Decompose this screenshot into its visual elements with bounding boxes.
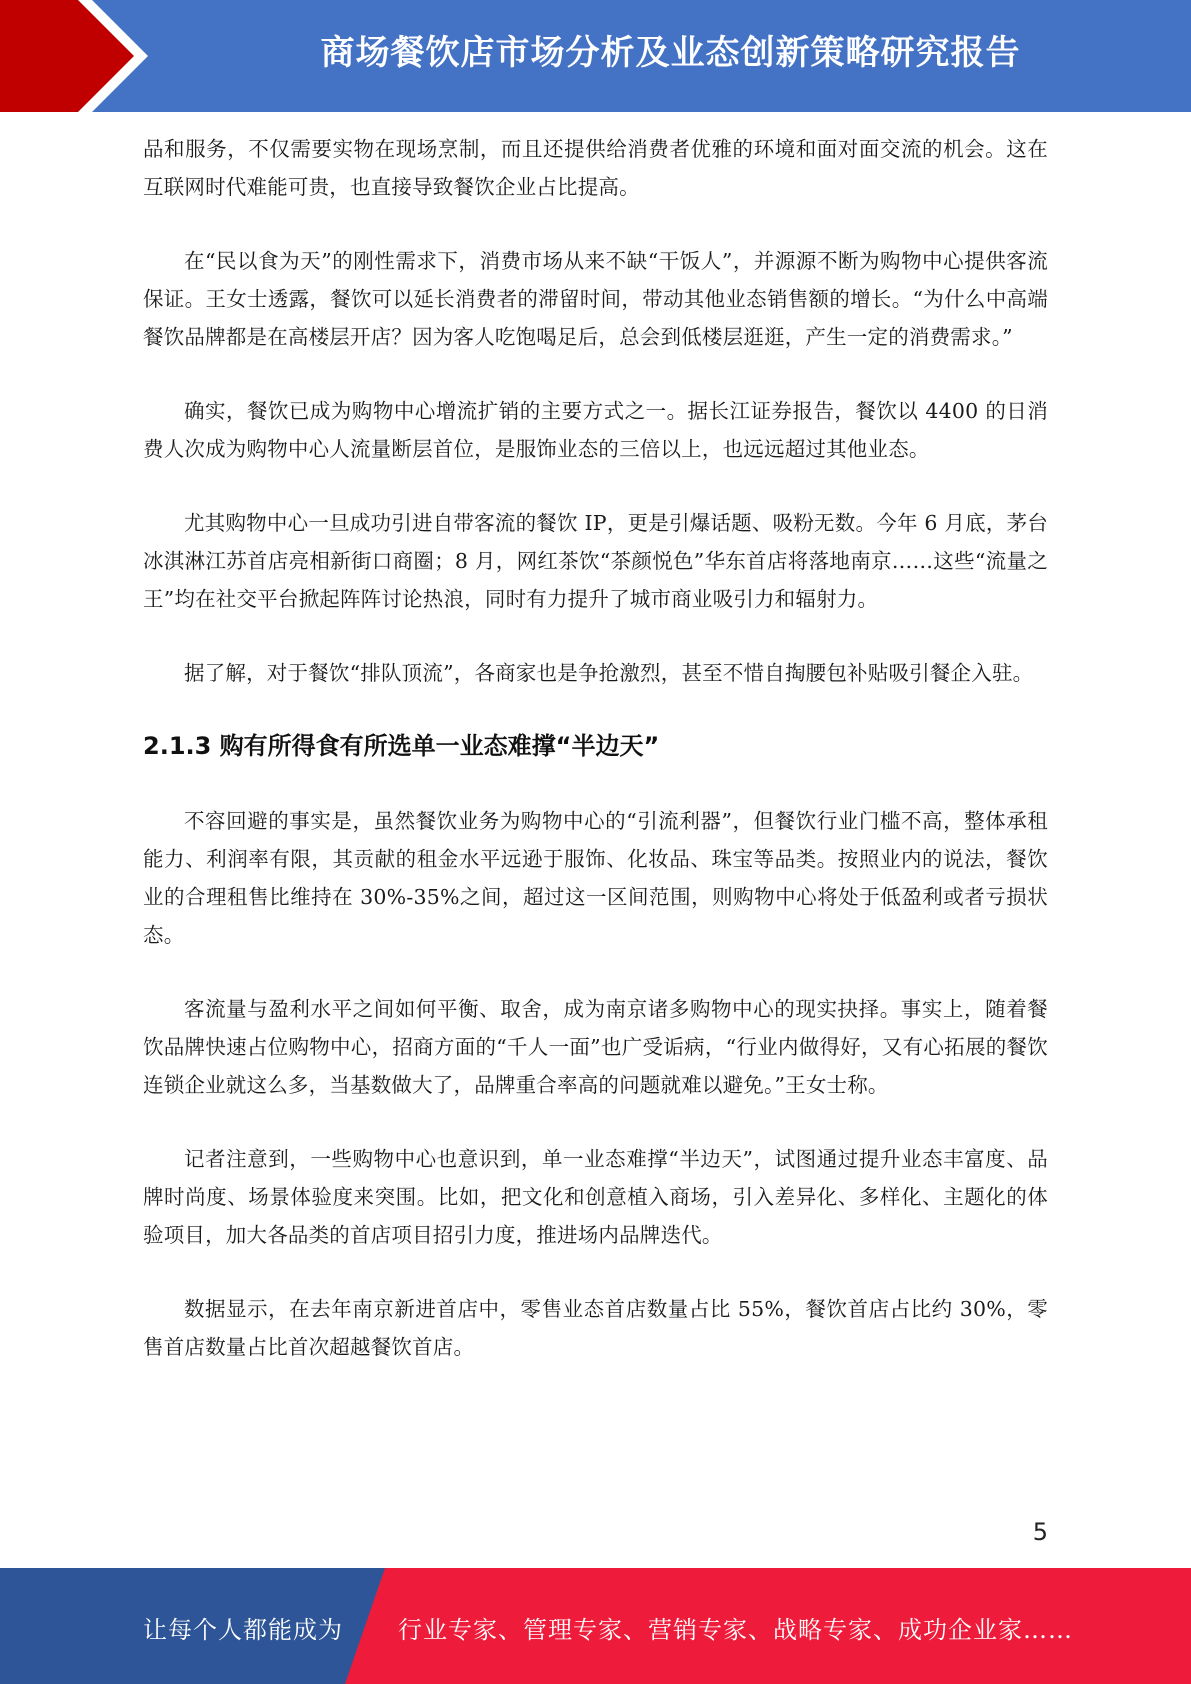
section-heading: 2.1.3 购有所得食有所选单一业态难撑“半边天” [143,732,660,760]
page-number: 5 [1032,1518,1048,1546]
footer-slogan-right: 行业专家、管理专家、营销专家、战略专家、成功企业家…… [398,1616,1073,1644]
paragraph-8: 记者注意到，一些购物中心也意识到，单一业态难撑“半边天”，试图通过提升业态丰富度、品牌时尚度、场景体验度来突围。比如，把文化和创意植入商场，引入差异化、多样化、主题化的体验项目，加大各品类的首店项目招引力度，推进场内品牌迭代。 [143,1147,1048,1247]
header-title: 商场餐饮店市场分析及业态创新策略研究报告 [320,33,1021,73]
page-header [0,0,1191,112]
paragraph-7: 客流量与盈利水平之间如何平衡、取舍，成为南京诸多购物中心的现实抉择。事实上，随着餐饮品牌快速占位购物中心，招商方面的“千人一面”也广受诟病，“行业内做得好，又有心拓展的餐饮连锁企业就这么多，当基数做大了，品牌重合率高的问题就难以避免。”王女士称。 [143,997,1048,1097]
header-arrow-shape [0,0,134,112]
paragraph-5: 据了解，对于餐饮“排队顶流”，各商家也是争抢激烈，甚至不惜自掏腰包补贴吸引餐企入驻。 [184,661,1034,685]
paragraph-4: 尤其购物中心一旦成功引进自带客流的餐饮 IP，更是引爆话题、吸粉无数。今年 6 月底，茅台冰淇淋江苏首店亮相新街口商圈；8 月，网红茶饮“茶颜悦色”华东首店将落地南京……这些“流量之王”均在社交平台掀起阵阵讨论热浪，同时有力提升了城市商业吸引力和辐射力。 [143,511,1048,611]
page-footer [0,1568,1191,1684]
paragraph-1: 品和服务，不仅需要实物在现场烹制，而且还提供给消费者优雅的环境和面对面交流的机会。这在互联网时代难能可贵，也直接导致餐饮企业占比提高。 [143,137,1048,199]
document-body [143,130,1048,1402]
paragraph-3: 确实，餐饮已成为购物中心增流扩销的主要方式之一。据长江证券报告，餐饮以 4400 的日消费人次成为购物中心人流量断层首位，是服饰业态的三倍以上，也远远超过其他业态。 [143,399,1048,461]
paragraph-9: 数据显示，在去年南京新进首店中，零售业态首店数量占比 55%，餐饮首店占比约 30%，零售首店数量占比首次超越餐饮首店。 [143,1297,1048,1359]
header-arrow-decoration [0,0,160,112]
paragraph-6: 不容回避的事实是，虽然餐饮业务为购物中心的“引流利器”，但餐饮行业门槛不高，整体承租能力、利润率有限，其贡献的租金水平远逊于服饰、化妆品、珠宝等品类。按照业内的说法，餐饮业的合理租售比维持在 30%-35%之间，超过这一区间范围，则购物中心将处于低盈利或者亏损状态。 [143,809,1048,947]
footer-slogan-left: 让每个人都能成为 [143,1616,343,1644]
paragraph-2: 在“民以食为天”的刚性需求下，消费市场从来不缺“干饭人”，并源源不断为购物中心提供客流保证。王女士透露，餐饮可以延长消费者的滞留时间，带动其他业态销售额的增长。“为什么中高端餐饮品牌都是在高楼层开店？因为客人吃饱喝足后，总会到低楼层逛逛，产生一定的消费需求。” [143,249,1048,349]
